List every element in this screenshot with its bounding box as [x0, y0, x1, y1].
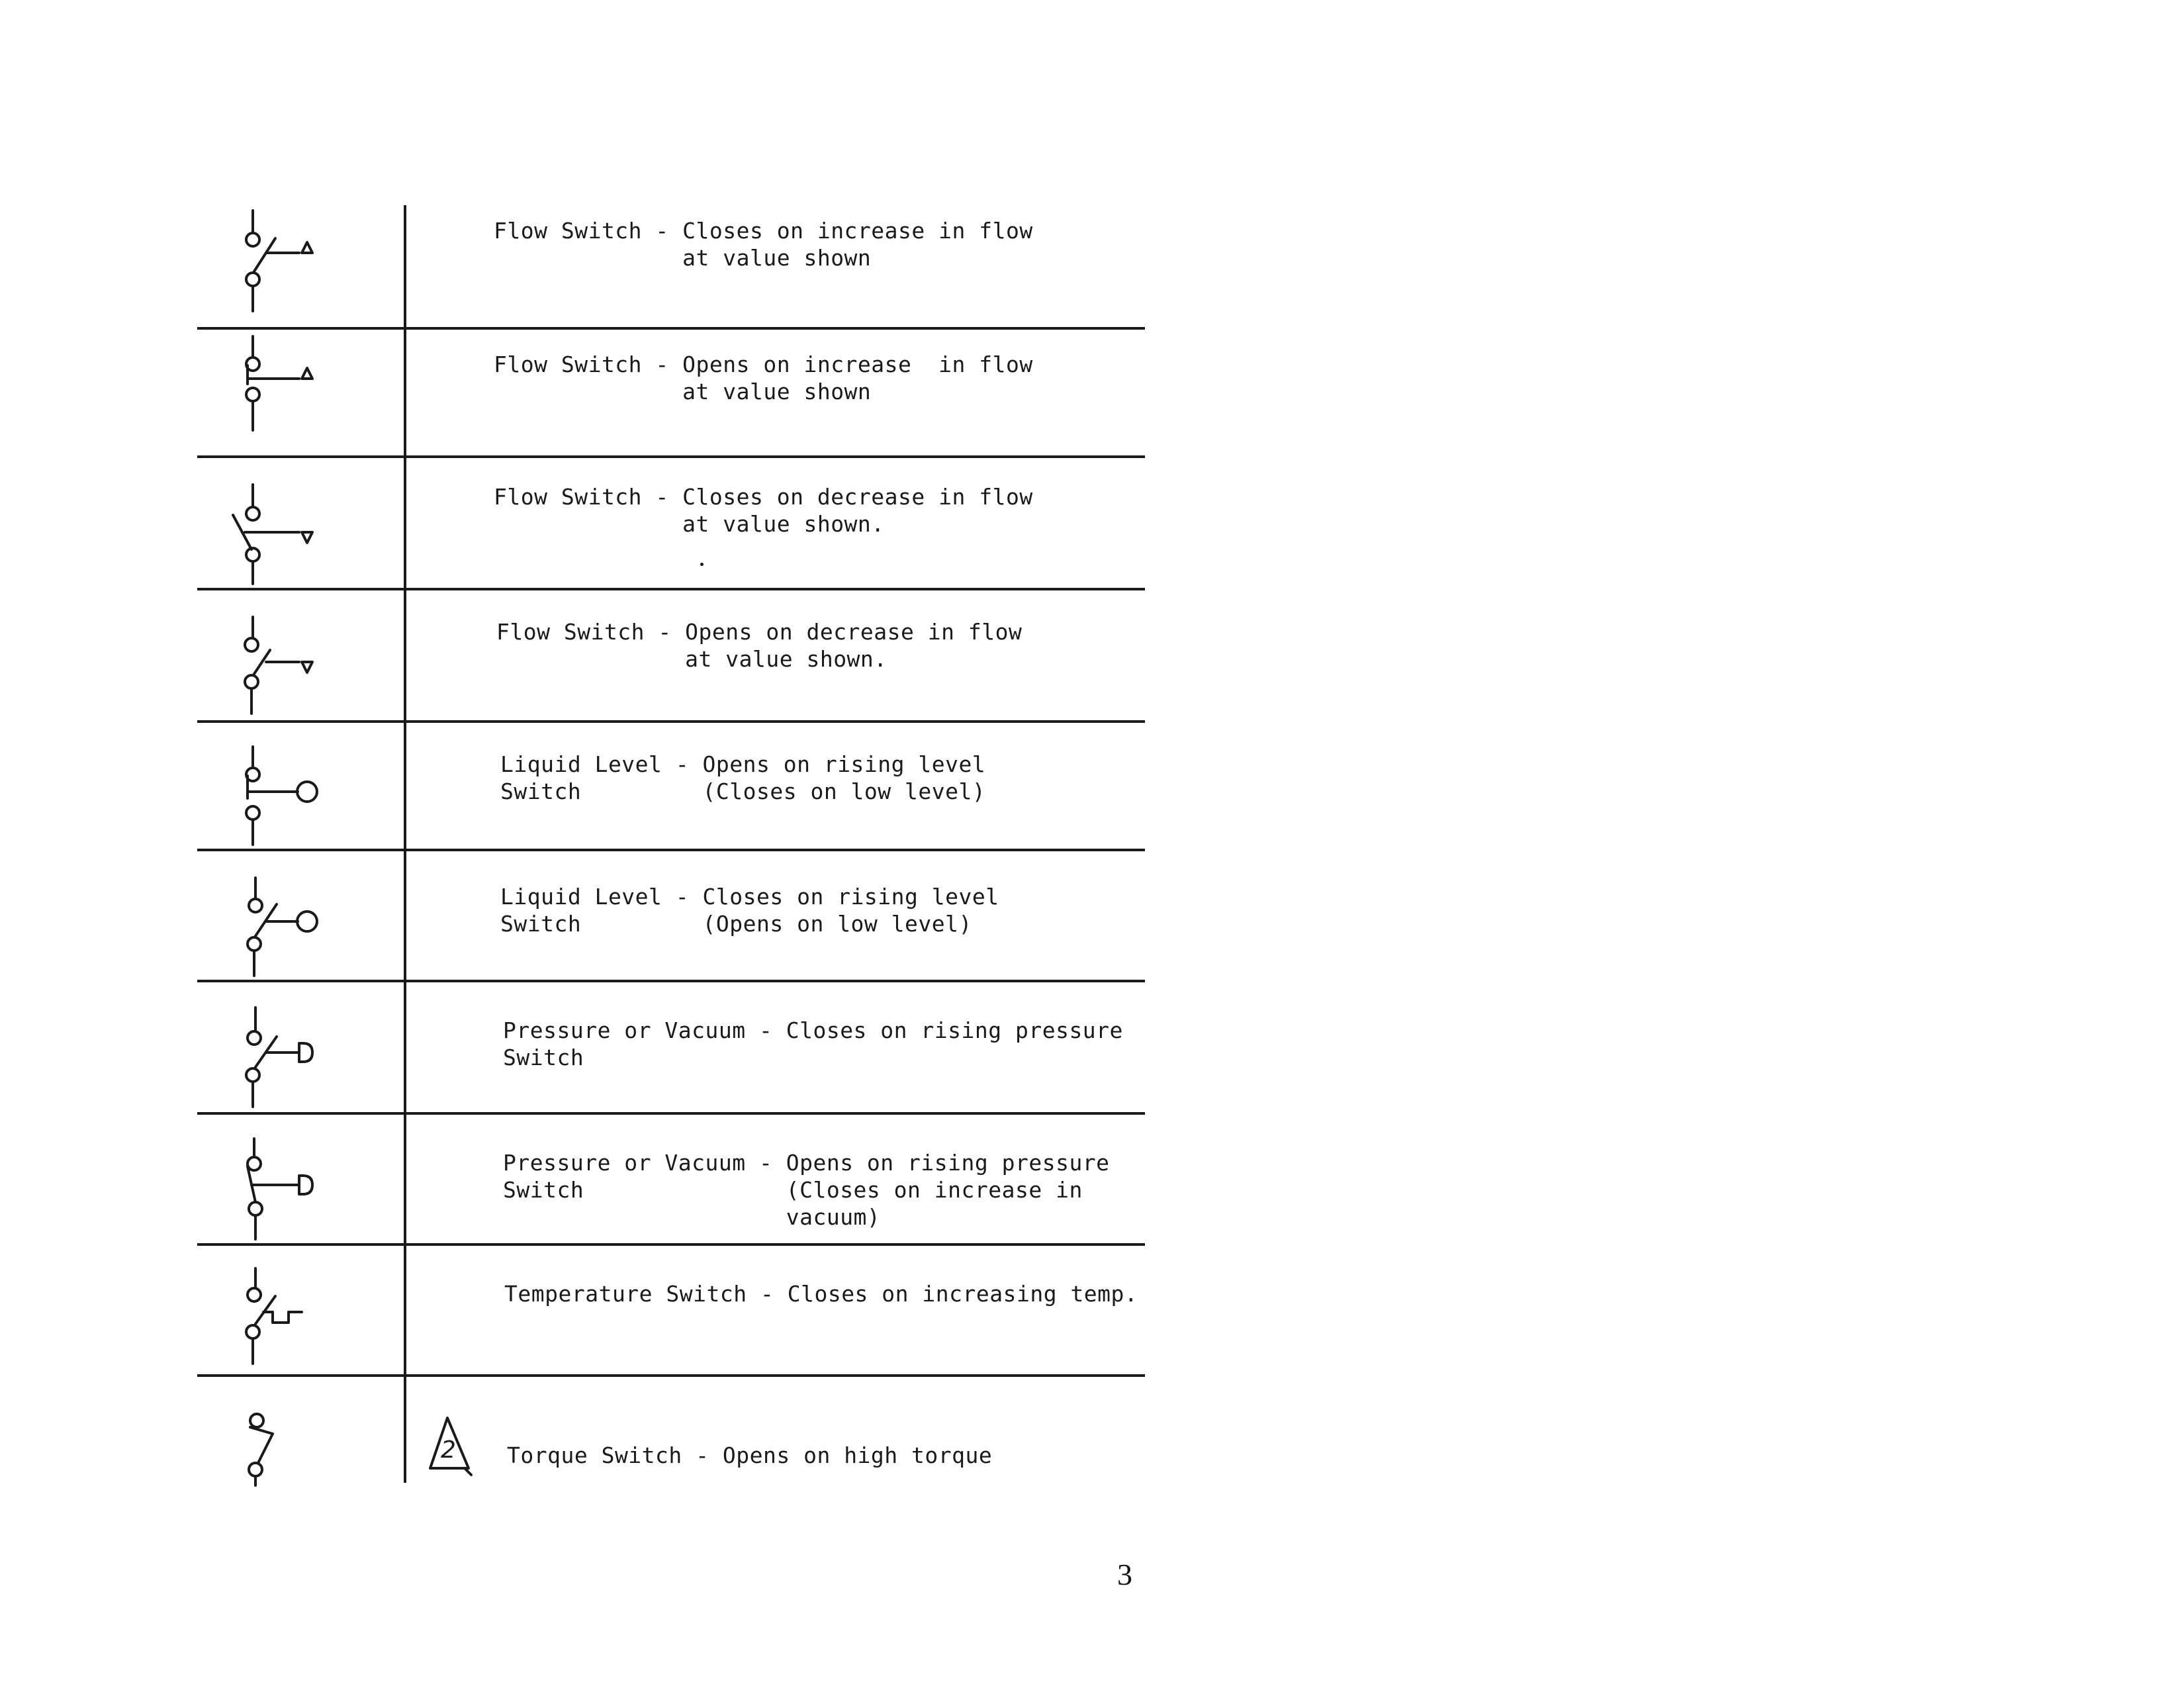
- row-6-description: [500, 883, 999, 937]
- flow-switch-opens-on-increase-icon: [225, 331, 344, 444]
- flow-switch-closes-on-decrease-icon: [225, 477, 344, 589]
- row-5-description: [500, 751, 985, 805]
- row-4-description: [496, 618, 1022, 673]
- line-1: Flow Switch - Opens on decrease in flow: [496, 619, 1023, 645]
- line-2: Switch: [503, 1045, 584, 1070]
- row-7-description: [503, 1017, 1123, 1071]
- line-2: at value shown.: [496, 646, 887, 672]
- line-1: Flow Switch - Opens on increase in flow: [494, 352, 1033, 377]
- line-2: Switch (Closes on increase in: [503, 1177, 1083, 1203]
- line-2: at value shown.: [494, 511, 885, 537]
- row-1-description: [494, 217, 1033, 271]
- row-10-description: [507, 1442, 992, 1469]
- liquid-level-switch-closes-on-rising-icon: [225, 871, 344, 984]
- stray-dot: [700, 563, 704, 566]
- revision-triangle-icon: [424, 1414, 477, 1477]
- line-2: at value shown: [494, 245, 872, 271]
- revision-number: 2: [441, 1436, 456, 1464]
- line-1: Flow Switch - Closes on increase in flow: [494, 218, 1033, 244]
- flow-switch-closes-on-increase-icon: [225, 205, 344, 318]
- line-2: Switch (Opens on low level): [500, 911, 972, 937]
- line-1: Torque Switch - Opens on high torque: [507, 1442, 993, 1468]
- line-1: Pressure or Vacuum - Opens on rising pressure: [503, 1150, 1110, 1176]
- pressure-vacuum-switch-closes-on-rising-icon: [225, 1001, 344, 1113]
- line-1: Liquid Level - Opens on rising level: [500, 751, 986, 777]
- row-divider: [197, 455, 1145, 458]
- torque-switch-opens-on-high-icon: [225, 1397, 344, 1496]
- line-1: Liquid Level - Closes on rising level: [500, 884, 999, 910]
- pressure-vacuum-switch-opens-on-rising-icon: [225, 1133, 344, 1246]
- line-3: vacuum): [503, 1204, 881, 1230]
- row-3-description: [494, 483, 1033, 538]
- flow-switch-opens-on-decrease-icon: [225, 609, 344, 722]
- row-8-description: [503, 1149, 1110, 1231]
- line-1: Pressure or Vacuum - Closes on rising pressure: [503, 1017, 1123, 1043]
- page-number: 3: [1117, 1558, 1132, 1591]
- row-divider: [197, 327, 1145, 330]
- column-divider: [404, 205, 406, 1483]
- row-divider: [197, 1374, 1145, 1377]
- line-1: Temperature Switch - Closes on increasing temp.: [504, 1281, 1138, 1307]
- liquid-level-switch-opens-on-rising-icon: [225, 741, 344, 854]
- line-1: Flow Switch - Closes on decrease in flow: [494, 484, 1033, 510]
- row-9-description: [504, 1280, 1138, 1307]
- line-2: Switch (Closes on low level): [500, 778, 986, 804]
- temperature-switch-closes-on-increasing-icon: [225, 1262, 344, 1374]
- line-2: at value shown: [494, 379, 872, 404]
- row-2-description: [494, 351, 1033, 405]
